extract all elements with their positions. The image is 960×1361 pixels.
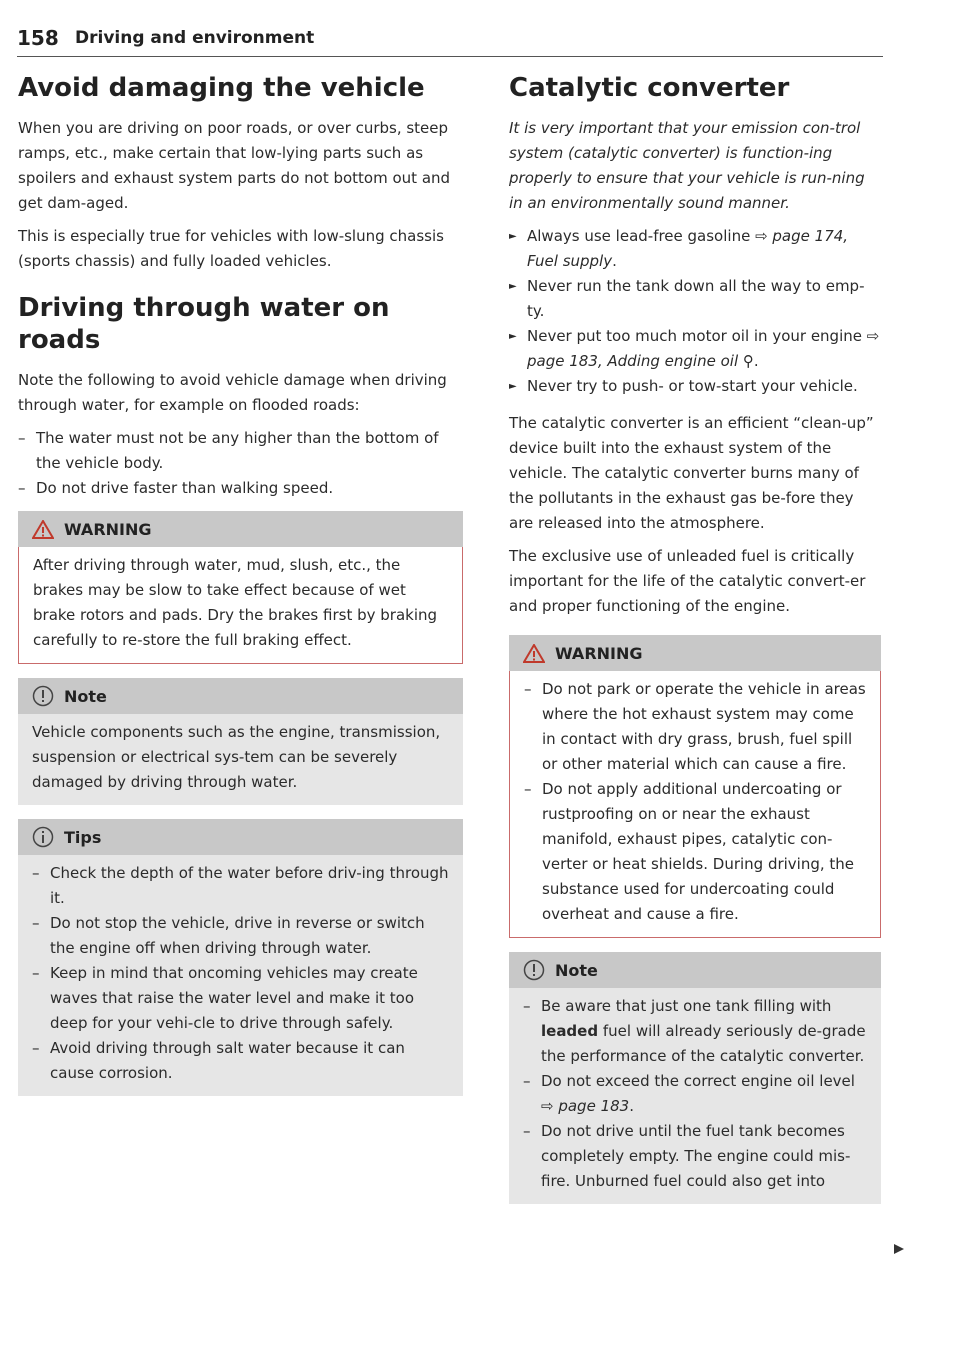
bullet-tail: . [612, 252, 617, 270]
list-item: – Do not apply additional undercoating or rustproofing on or near the exhaust manifold, exhaust pipes, catalytic con-verter or heat shields. During driving, the substance used for undercoating could overheat and cause a fire. [524, 777, 868, 927]
note-emphasis: leaded [541, 1022, 599, 1040]
page-link[interactable]: ⇨ page 174, Fuel supply [527, 227, 849, 270]
tips-box [18, 819, 463, 1096]
warning-box [18, 511, 463, 664]
page-header [17, 22, 883, 57]
bullet-text: Always use lead-free gasoline [527, 227, 756, 245]
warning-title: WARNING [555, 643, 643, 663]
list-item [523, 994, 869, 1069]
warning-box [509, 635, 881, 938]
tips-list [32, 861, 451, 1086]
warning-icon [32, 520, 54, 539]
list-item [509, 224, 881, 274]
page-link[interactable]: ⇨ page 183 [541, 1097, 630, 1115]
note-header [18, 678, 463, 714]
list-item [523, 1069, 869, 1119]
note-box [18, 678, 463, 805]
heading-driving-water: Driving through water on roads [18, 293, 390, 355]
tips-header [18, 819, 463, 855]
note-body [509, 988, 881, 1204]
catalytic-bullets [509, 224, 881, 399]
list-item [509, 324, 881, 374]
note-body [18, 714, 463, 805]
warning-title: WARNING [64, 519, 152, 539]
heading-avoid-damage: Avoid damaging the vehicle [18, 73, 425, 103]
continue-arrow-icon [892, 1241, 906, 1260]
note-icon [32, 685, 54, 707]
section-title: Driving and environment [75, 28, 315, 48]
warning-icon [523, 644, 545, 663]
list-item: – The water must not be any higher than the bottom of the vehicle body. [18, 426, 463, 476]
note-title: Note [555, 960, 598, 980]
note-header [509, 952, 881, 988]
heading-catalytic: Catalytic converter [509, 73, 790, 103]
intro-paragraph: It is very important that your emission con-trol system (catalytic converter) is function-ing properly to ensure that your vehicle is run-ning in an environmentally sound manner. [509, 119, 865, 212]
list-item [509, 274, 881, 324]
list-item: – Check the depth of the water before driv-ing through it. [32, 861, 451, 911]
note-text: Vehicle components such as the engine, transmission, suspension or electrical sys-tem can be severely damaged by driving through water. [32, 723, 441, 791]
note-text: Be aware that just one tank filling with [541, 997, 832, 1015]
note-box [509, 952, 881, 1204]
note-icon [523, 959, 545, 981]
list-item: – Do not drive until the fuel tank becomes completely empty. The engine could mis-fire. Unburned fuel could also get into [523, 1119, 869, 1194]
bullet-tail: . [753, 352, 759, 370]
warning-header [509, 635, 881, 671]
warning-text: After driving through water, mud, slush, etc., the brakes may be slow to take effect because of wet brake rotors and pads. Dry the brakes first by braking carefully to re-store the full braking effect. [33, 556, 438, 649]
page-link[interactable]: ⇨ page 183, Adding engine oil ⚲ [527, 327, 880, 370]
water-list [18, 426, 463, 501]
list-item: – Do not drive faster than walking speed. [18, 476, 463, 501]
note-title: Note [64, 686, 107, 706]
warning-list [524, 677, 868, 927]
info-icon [32, 826, 54, 848]
warning-header [18, 511, 463, 547]
note-text: . [629, 1097, 634, 1115]
list-item: – Do not stop the vehicle, drive in reverse or switch the engine off when driving through water. [32, 911, 451, 961]
warning-body [509, 671, 881, 938]
list-item [509, 374, 881, 399]
paragraph: This is especially true for vehicles with low-slung chassis (sports chassis) and fully loaded vehicles. [18, 227, 444, 270]
page-number: 158 [17, 26, 59, 50]
note-list [523, 994, 869, 1194]
bullet-text: Never try to push- or tow-start your vehicle. [527, 377, 858, 395]
bullet-text: Never put too much motor oil in your engine [527, 327, 867, 345]
right-column [509, 72, 881, 1218]
bullet-text: Never run the tank down all the way to emp-ty. [527, 277, 865, 320]
paragraph: Note the following to avoid vehicle damage when driving through water, for example on flooded roads: [18, 371, 447, 414]
list-item: – Avoid driving through salt water because it can cause corrosion. [32, 1036, 451, 1086]
tips-title: Tips [64, 827, 102, 847]
tips-body [18, 855, 463, 1096]
left-column [18, 72, 463, 1110]
note-text: fuel will already seriously de-grade the performance of the catalytic converter. [541, 1022, 866, 1065]
list-item: – Keep in mind that oncoming vehicles may create waves that raise the water level and make it too deep for your vehi-cle to drive through safely. [32, 961, 451, 1036]
note-text: Do not exceed the correct engine oil level [541, 1072, 855, 1090]
warning-body [18, 547, 463, 664]
paragraph: When you are driving on poor roads, or over curbs, steep ramps, etc., make certain that low-lying parts such as spoilers and exhaust system parts do not bottom out and get dam-aged. [18, 119, 451, 212]
list-item: – Do not park or operate the vehicle in areas where the hot exhaust system may come in contact with dry grass, brush, fuel spill or other material which can cause a fire. [524, 677, 868, 777]
paragraph: The catalytic converter is an efficient “clean-up” device built into the exhaust system of the vehicle. The catalytic converter burns many of the pollutants in the exhaust gas be-fore they are released into the atmosphere. [509, 414, 874, 532]
paragraph: The exclusive use of unleaded fuel is critically important for the life of the catalytic convert-er and proper functioning of the engine. [509, 547, 866, 615]
